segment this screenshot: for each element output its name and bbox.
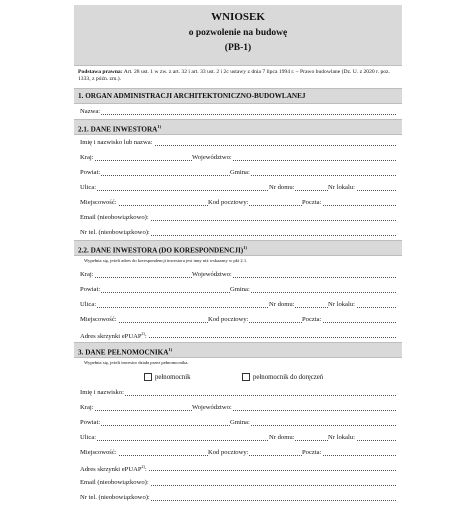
field-label: Poczta: <box>302 199 322 206</box>
checkbox-square[interactable] <box>242 373 250 381</box>
attorney-county-row[interactable] <box>74 415 402 430</box>
application-form <box>74 5 402 501</box>
delivery-attorney-checkbox[interactable] <box>242 373 323 381</box>
section-title: 2.2. DANE INWESTORA (DO KORESPONDENCJI) <box>78 246 244 255</box>
field-label: Imię i nazwisko lub nazwa: <box>80 139 153 146</box>
legal-basis-label: Podstawa prawna: <box>78 69 123 75</box>
field-label: Województwo: <box>192 404 232 411</box>
field-label: Nr domu: <box>269 184 295 191</box>
attorney-epuap-field[interactable] <box>74 460 402 475</box>
corr-country-row[interactable] <box>74 267 402 282</box>
epuap-label: Adres skrzynki ePUAP <box>80 466 142 474</box>
section-correspondence-heading <box>74 240 402 256</box>
field-label: Imię i nazwisko: <box>80 389 124 396</box>
attorney-street-row[interactable] <box>74 430 402 445</box>
corr-county-row[interactable] <box>74 282 402 297</box>
epuap-colon: : <box>144 333 147 341</box>
investor-city-row[interactable] <box>74 195 402 210</box>
field-label: Ulica: <box>80 434 97 441</box>
attorney-checkbox[interactable] <box>144 373 191 381</box>
checkbox-square[interactable] <box>144 373 152 381</box>
corr-city-row[interactable] <box>74 312 402 327</box>
field-label: Kod pocztowy: <box>208 199 249 206</box>
form-code: (PB-1) <box>224 43 252 53</box>
legal-basis-text: Art. 28 ust. 1 w zw. z art. 32 i art. 33 ust. 2 i 2c ustawy z dnia 7 lipca 1994 r. – Prawo budowlane (Dz. U. z 2020 r. poz. 1333, z późn. zm.). <box>78 69 390 82</box>
field-label: Miejscowość: <box>80 199 117 206</box>
field-label: Kraj: <box>80 404 94 411</box>
section-title: 2.1. DANE INWESTORA <box>78 125 158 134</box>
dotted-line <box>80 395 396 396</box>
field-label: Miejscowość: <box>80 449 117 456</box>
dotted-line <box>80 277 396 278</box>
field-label: Nr domu: <box>269 301 295 308</box>
field-label: Gmina: <box>230 286 250 293</box>
field-label: Ulica: <box>80 184 97 191</box>
field-label: Nr lokalu: <box>328 434 355 441</box>
legal-basis <box>74 66 402 88</box>
footnote-ref: 2) <box>141 331 145 336</box>
field-label: Ulica: <box>80 301 97 308</box>
field-label: Powiat: <box>80 169 101 176</box>
field-label: Powiat: <box>80 286 101 293</box>
field-label: Województwo: <box>192 154 232 161</box>
epuap-colon: : <box>144 466 147 474</box>
field-label: Email (nieobowiązkowo): <box>80 214 149 221</box>
field-label: Nr domu: <box>269 434 295 441</box>
corr-epuap-field[interactable] <box>74 327 402 342</box>
form-subtitle: o pozwolenie na budowę <box>188 28 288 38</box>
field-label: Nr lokalu: <box>328 184 355 191</box>
corr-street-row[interactable] <box>74 297 402 312</box>
dotted-line <box>80 114 396 115</box>
field-label <box>80 464 148 473</box>
investor-country-row[interactable] <box>74 150 402 165</box>
attorney-name-field[interactable] <box>74 385 402 400</box>
form-header <box>74 5 402 66</box>
field-label: Kod pocztowy: <box>208 449 249 456</box>
field-label: Nr tel. (nieobowiązkowo): <box>80 494 150 501</box>
investor-street-row[interactable] <box>74 180 402 195</box>
section-authority-heading: 1. ORGAN ADMINISTRACJI ARCHITEKTONICZNO-BUDOWLANEJ <box>74 88 402 104</box>
attorney-city-row[interactable] <box>74 445 402 460</box>
form-title: WNIOSEK <box>211 11 265 23</box>
section-note: Wypełnia się, jeżeli adres do korespondencji inwestora jest inny niż wskazany w pkt 2.1. <box>84 258 248 263</box>
field-label: Kod pocztowy: <box>208 316 249 323</box>
field-label: Kraj: <box>80 271 94 278</box>
section-attorney-heading <box>74 342 402 358</box>
section-note: Wypełnia się, jeżeli inwestor działa przez pełnomocnika. <box>84 360 189 365</box>
section-title: 3. DANE PEŁNOMOCNIKA <box>78 348 169 357</box>
footnote-ref: 1) <box>157 124 162 129</box>
investor-county-row[interactable] <box>74 165 402 180</box>
checkbox-label: pełnomocnik do doręczeń <box>253 373 324 381</box>
field-label <box>80 331 148 340</box>
attorney-type-row <box>74 369 402 385</box>
epuap-label: Adres skrzynki ePUAP <box>80 333 142 341</box>
field-label: Poczta: <box>302 316 322 323</box>
field-label: Nazwa: <box>80 108 101 115</box>
footnote-ref: 2) <box>141 464 145 469</box>
field-label: Powiat: <box>80 419 101 426</box>
checkbox-label: pełnomocnik <box>155 373 191 381</box>
field-label: Poczta: <box>302 449 322 456</box>
dotted-line <box>80 410 396 411</box>
field-label: Gmina: <box>230 169 250 176</box>
dotted-line <box>80 160 396 161</box>
field-label: Email (nieobowiązkowo): <box>80 479 149 486</box>
field-label: Kraj: <box>80 154 94 161</box>
attorney-phone-field[interactable] <box>74 490 402 505</box>
section-investor-heading <box>74 119 402 135</box>
attorney-email-field[interactable] <box>74 475 402 490</box>
field-label: Gmina: <box>230 419 250 426</box>
footnote-ref: 1) <box>243 245 247 250</box>
footnote-ref: 1) <box>168 347 173 352</box>
investor-email-field[interactable] <box>74 210 402 225</box>
field-label: Nr lokalu: <box>328 301 355 308</box>
field-label: Województwo: <box>192 271 232 278</box>
field-label: Miejscowość: <box>80 316 117 323</box>
field-label: Nr tel. (nieobowiązkowo): <box>80 229 150 236</box>
investor-name-field[interactable] <box>74 135 402 150</box>
attorney-country-row[interactable] <box>74 400 402 415</box>
investor-phone-field[interactable] <box>74 225 402 240</box>
authority-name-field[interactable] <box>74 104 402 119</box>
